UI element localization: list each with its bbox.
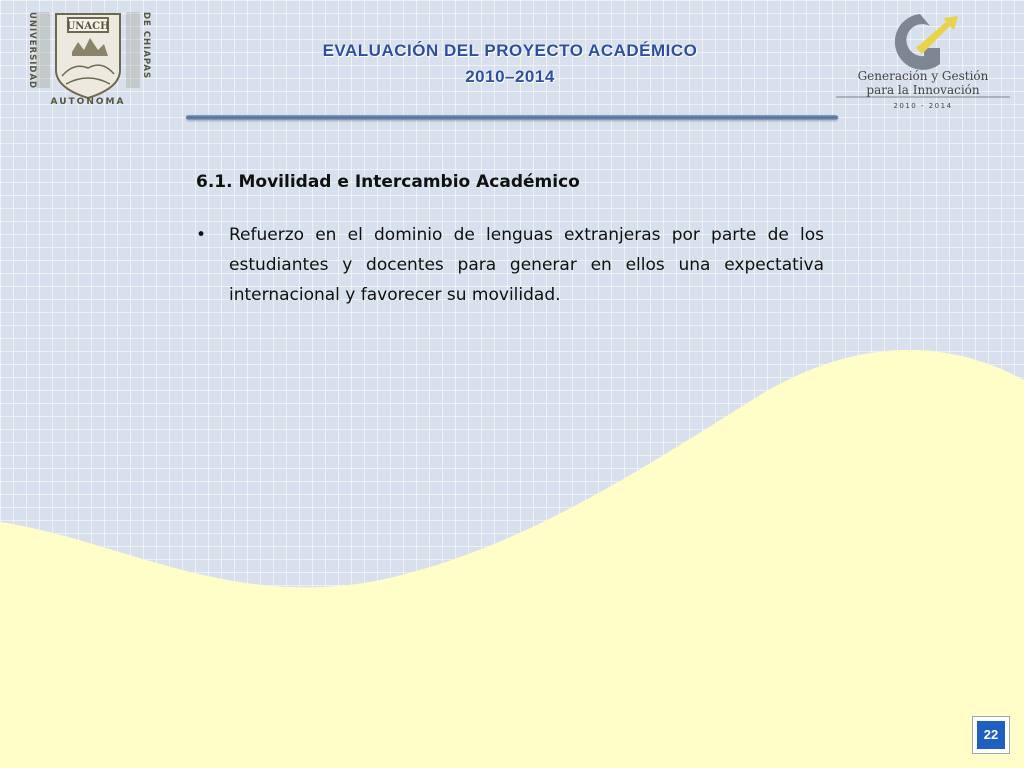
svg-text:UNACH: UNACH	[66, 21, 110, 32]
header-divider	[186, 115, 838, 120]
slide-title	[250, 38, 770, 90]
svg-text:AUTONOMA: AUTONOMA	[50, 97, 126, 107]
bullet-text: Refuerzo en el dominio de lenguas extranjeras por parte de los estudiantes y docentes para generar en ellos una expectativa internacional y favorecer su movilidad.	[229, 225, 824, 305]
svg-text:2010 - 2014: 2010 - 2014	[893, 102, 953, 110]
gg-emblem-icon	[895, 14, 958, 70]
title-line-1: EVALUACIÓN DEL PROYECTO ACADÉMICO	[322, 41, 698, 60]
title-line-2: 2010–2014	[465, 67, 555, 86]
section-heading: 6.1. Movilidad e Intercambio Académico	[196, 172, 580, 192]
bullet-item	[196, 220, 824, 310]
svg-text:UNIVERSIDAD: UNIVERSIDAD	[27, 12, 37, 90]
slide-content	[196, 172, 824, 310]
unach-logo	[18, 4, 158, 108]
svg-text:DE CHIAPAS: DE CHIAPAS	[141, 12, 151, 80]
bullet-icon: •	[196, 225, 207, 245]
generacion-gestion-logo	[830, 8, 1016, 112]
page-number: 22	[977, 721, 1005, 749]
page-number-badge	[972, 716, 1010, 754]
svg-text:Generación y Gestión: Generación y Gestión	[857, 69, 989, 83]
svg-text:para la Innovación: para la Innovación	[866, 83, 980, 97]
